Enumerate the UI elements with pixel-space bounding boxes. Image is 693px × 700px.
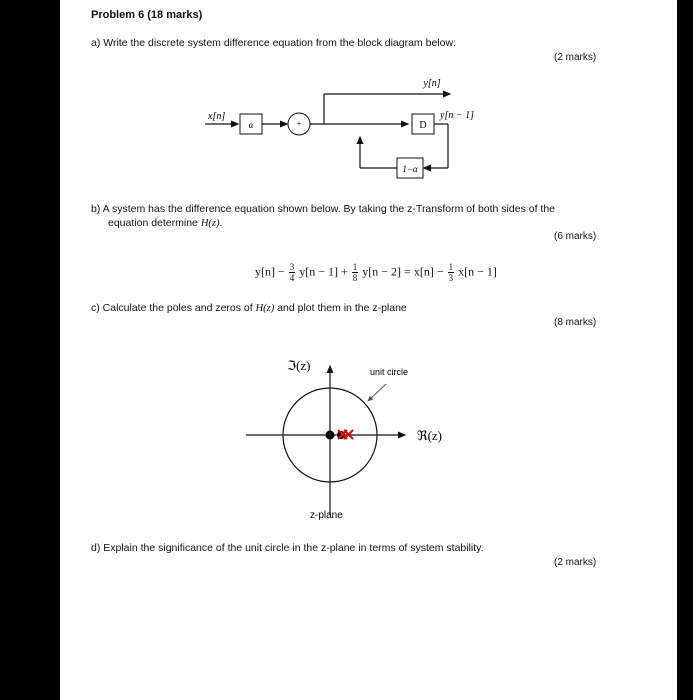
unit-circle-label: unit circle	[370, 367, 409, 377]
part-b-text: equation determine	[108, 217, 201, 229]
eq-term-4: x[n − 1]	[458, 264, 497, 279]
eq-term-2: y[n − 1] +	[299, 264, 348, 279]
delay-label: D	[419, 120, 427, 131]
part-c-marks: (8 marks)	[554, 317, 597, 328]
part-d-question: d) Explain the significance of the unit circle in the z-plane in terms of system stability.	[91, 542, 484, 554]
output-label: y[n]	[423, 78, 441, 89]
eq-f1-den: 4	[289, 273, 295, 283]
part-a-question: a) Write the discrete system difference equation from the block diagram below:	[91, 37, 456, 49]
problem-title: Problem 6 (18 marks)	[91, 9, 203, 21]
eq-f1-num: 3	[289, 262, 295, 272]
part-c-text: c) Calculate the poles and zeros of	[91, 302, 256, 314]
eq-fraction-3	[448, 262, 455, 283]
difference-equation	[255, 262, 497, 283]
block-diagram	[200, 70, 474, 185]
imag-axis-label: ℑ(z)	[287, 358, 311, 373]
part-c-function: H(z)	[255, 303, 275, 314]
part-a-marks: (2 marks)	[554, 52, 597, 63]
document-page	[60, 0, 677, 700]
part-b-marks: (6 marks)	[554, 231, 597, 242]
zero-marker	[326, 431, 335, 440]
real-axis-label: ℜ(z)	[417, 428, 443, 443]
part-d-marks: (2 marks)	[554, 557, 597, 568]
sum-label: +	[296, 119, 302, 129]
part-c-question	[91, 302, 407, 314]
part-b-question-line1: b) A system has the difference equation shown below. By taking the z-Transform of both sides of the	[91, 203, 556, 215]
eq-term-1: y[n] −	[255, 264, 285, 279]
gain-label: α	[248, 120, 254, 130]
eq-f3-num: 1	[448, 262, 454, 272]
eq-f2-den: 8	[352, 273, 358, 283]
z-plane-plot	[240, 350, 480, 530]
part-b-question-line2	[108, 217, 222, 229]
input-label: x[n]	[208, 111, 226, 122]
eq-term-3: y[n − 2] = x[n] −	[362, 264, 444, 279]
part-b-suffix: .	[219, 217, 223, 229]
part-c-suffix: and plot them in the z-plane	[274, 302, 407, 314]
unit-circle-pointer	[368, 384, 386, 401]
delayed-output-label: y[n − 1]	[440, 110, 474, 121]
part-b-function: H(z)	[200, 218, 220, 229]
eq-f2-num: 1	[352, 262, 358, 272]
z-plane-label: z-plane	[310, 510, 343, 521]
eq-fraction-1	[289, 262, 296, 283]
feedback-gain-label: 1−α	[402, 164, 418, 174]
eq-f3-den: 3	[448, 273, 454, 283]
eq-fraction-2	[352, 262, 359, 283]
